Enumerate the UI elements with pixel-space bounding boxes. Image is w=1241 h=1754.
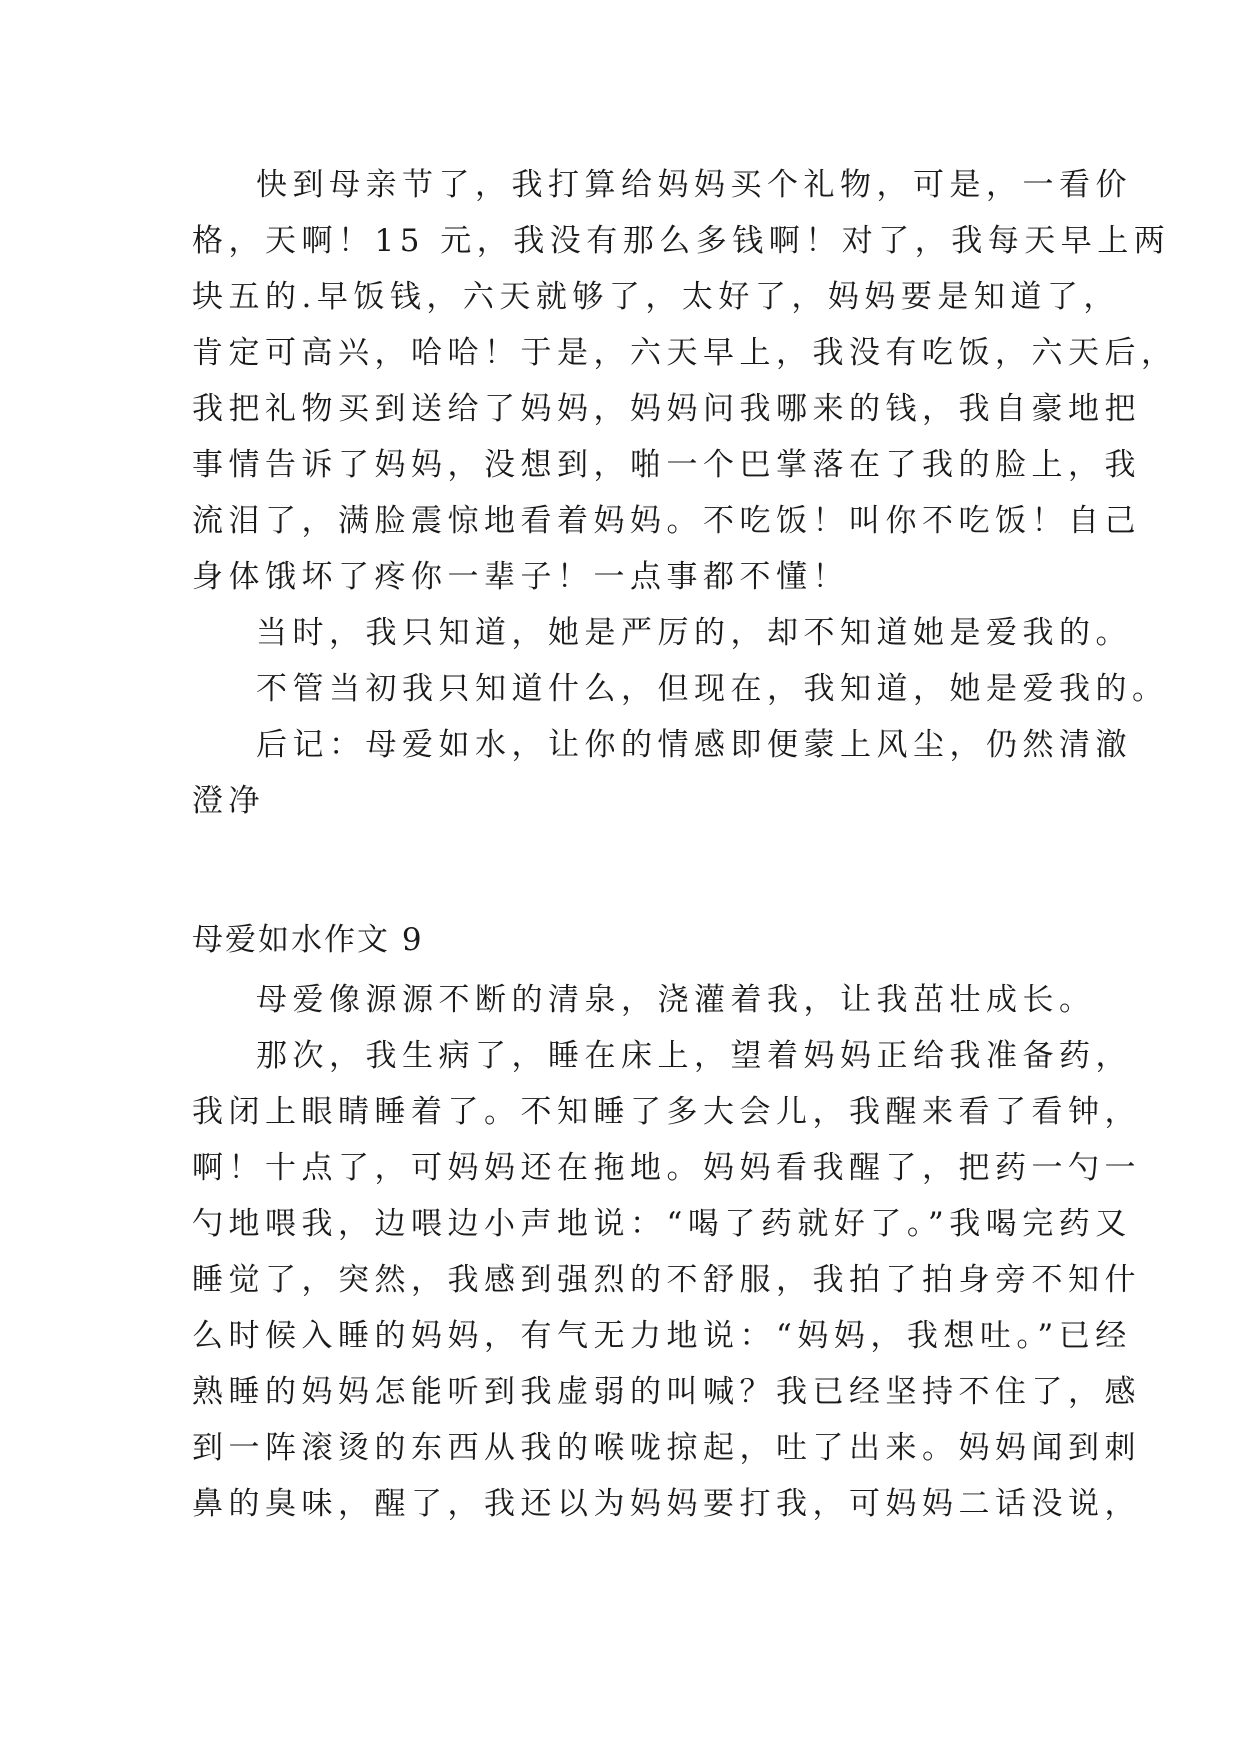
paragraph-line: 勺地喂我，边喂边小声地说：“喝了药就好了。”我喝完药又 bbox=[192, 1206, 1132, 1242]
paragraph-line: 啊！十点了，可妈妈还在拖地。妈妈看我醒了，把药一勺一 bbox=[192, 1150, 1141, 1186]
paragraph-line: 快到母亲节了，我打算给妈妈买个礼物，可是，一看价 bbox=[256, 167, 1132, 203]
paragraph-line: 块五的.早饭钱，六天就够了，太好了，妈妈要是知道了， bbox=[192, 279, 1120, 315]
section-title: 母爱如水作文 9 bbox=[192, 922, 424, 958]
paragraph-line: 流泪了，满脸震惊地看着妈妈。不吃饭！叫你不吃饭！自己 bbox=[192, 503, 1141, 539]
paragraph-line: 么时候入睡的妈妈，有气无力地说：“妈妈，我想吐。”已经 bbox=[192, 1318, 1132, 1354]
paragraph-line: 我闭上眼睛睡着了。不知睡了多大会儿，我醒来看了看钟， bbox=[192, 1094, 1141, 1130]
paragraph-line: 肯定可高兴，哈哈！于是，六天早上，我没有吃饭，六天后， bbox=[192, 335, 1178, 371]
paragraph-line: 那次，我生病了，睡在床上，望着妈妈正给我准备药， bbox=[256, 1038, 1132, 1074]
paragraph-line: 睡觉了，突然，我感到强烈的不舒服，我拍了拍身旁不知什 bbox=[192, 1262, 1141, 1298]
paragraph-line: 鼻的臭味，醒了，我还以为妈妈要打我，可妈妈二话没说， bbox=[192, 1486, 1141, 1522]
paragraph-line: 格，天啊！15 元，我没有那么多钱啊！对了，我每天早上两 bbox=[192, 223, 1171, 259]
paragraph-line: 母爱像源源不断的清泉，浇灌着我，让我茁壮成长。 bbox=[256, 982, 1096, 1018]
paragraph-line: 不管当初我只知道什么，但现在，我知道，她是爱我的。 bbox=[256, 671, 1169, 707]
paragraph-line: 当时，我只知道，她是严厉的，却不知道她是爱我的。 bbox=[256, 615, 1132, 651]
paragraph-line: 熟睡的妈妈怎能听到我虚弱的叫喊？我已经坚持不住了，感 bbox=[192, 1374, 1141, 1410]
paragraph-line: 身体饿坏了疼你一辈子！一点事都不懂！ bbox=[192, 559, 849, 595]
paragraph-line: 后记：母爱如水，让你的情感即便蒙上风尘，仍然清澈 bbox=[256, 727, 1132, 763]
paragraph-line: 澄净 bbox=[192, 783, 265, 819]
paragraph-line: 事情告诉了妈妈，没想到，啪一个巴掌落在了我的脸上，我 bbox=[192, 447, 1141, 483]
paragraph-line: 我把礼物买到送给了妈妈，妈妈问我哪来的钱，我自豪地把 bbox=[192, 391, 1141, 427]
paragraph-line: 到一阵滚烫的东西从我的喉咙掠起，吐了出来。妈妈闻到刺 bbox=[192, 1430, 1141, 1466]
